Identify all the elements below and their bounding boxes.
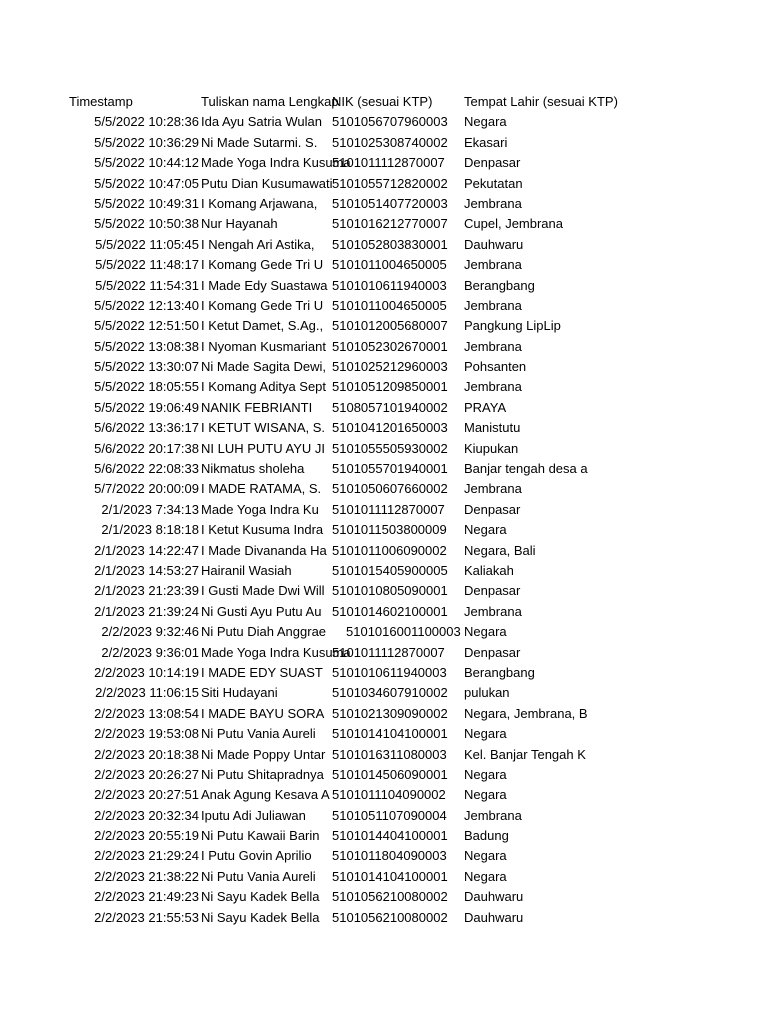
birthplace-cell: Denpasar [464,583,521,599]
nik-cell: 5101011006090002 [332,542,447,558]
spreadsheet-table [0,92,768,928]
timestamp-cell: 2/2/2023 21:49:23 [94,889,199,905]
nik-cell: 5101015405900005 [332,562,448,578]
nik-cell: 5108057101940002 [332,399,448,415]
birthplace-cell: PRAYA [464,399,507,415]
timestamp-cell: 2/1/2023 14:53:27 [94,562,199,578]
nik-cell: 5101011112870007 [332,644,445,660]
header-nik: NIK (sesuai KTP) [332,94,433,109]
nik-cell: 5101014404100001 [332,828,448,844]
nik-cell: 5101025212960003 [332,359,448,375]
nik-cell: 5101055701940001 [332,461,448,477]
timestamp-cell: 5/5/2022 10:49:31 [94,195,199,211]
timestamp-cell: 5/5/2022 12:13:40 [94,297,199,313]
nik-cell: 5101055712820002 [332,175,448,191]
birthplace-cell: Negara, Bali [464,542,536,558]
nik-cell: 5101051209850001 [332,379,448,395]
table-row [0,357,768,377]
table-row [0,806,768,826]
name-cell: Siti Hudayani [201,685,278,701]
nik-cell: 5101051407720003 [332,195,448,211]
timestamp-cell: 5/6/2022 13:36:17 [94,420,199,436]
name-cell: I Ketut Kusuma Indra [201,522,324,538]
timestamp-cell: 5/5/2022 13:30:07 [94,359,199,375]
timestamp-cell: 5/5/2022 11:54:31 [95,277,199,293]
nik-cell: 5101056707960003 [332,114,448,130]
birthplace-cell: Jembrana [464,379,522,395]
timestamp-cell: 5/5/2022 10:44:12 [94,155,199,171]
nik-cell: 5101010805090001 [332,583,448,599]
table-body [0,112,768,928]
timestamp-cell: 2/1/2023 7:34:13 [101,501,199,517]
table-row [0,683,768,703]
birthplace-cell: Jembrana [464,257,522,273]
table-row [0,887,768,907]
timestamp-cell: 2/2/2023 10:14:19 [94,664,199,680]
birthplace-cell: Jembrana [464,297,522,313]
header-birthplace: Tempat Lahir (sesuai KTP) [464,94,618,109]
table-row [0,337,768,357]
nik-cell: 5101016311080003 [332,746,447,762]
table-row [0,296,768,316]
birthplace-cell: Dauhwaru [464,889,524,905]
timestamp-cell: 2/2/2023 9:36:01 [101,644,199,660]
birthplace-cell: Kel. Banjar Tengah K [464,746,586,762]
birthplace-cell: Jembrana [464,338,522,354]
name-cell: I MADE EDY SUAST [201,664,323,680]
table-row [0,561,768,581]
name-cell: Ni Putu Vania Aureli [201,868,316,884]
birthplace-cell: Pekutatan [464,175,523,191]
birthplace-cell: Jembrana [464,603,522,619]
nik-cell: 5101014104100001 [332,868,448,884]
name-cell: I Komang Gede Tri U [201,297,324,313]
nik-cell: 5101010611940003 [332,277,447,293]
timestamp-cell: 2/2/2023 11:06:15 [95,685,199,701]
birthplace-cell: Dauhwaru [464,236,524,252]
table-row [0,459,768,479]
nik-cell: 5101021309090002 [332,705,448,721]
table-row [0,133,768,153]
name-cell: Ni Made Poppy Untar [201,746,326,762]
name-cell: Nikmatus sholeha [201,461,305,477]
table-row [0,643,768,663]
nik-cell: 5101016001100003 [346,624,461,640]
nik-cell: 5101052803830001 [332,236,448,252]
birthplace-cell: Negara [464,766,507,782]
timestamp-cell: 2/1/2023 21:39:24 [94,603,199,619]
name-cell: I MADE RATAMA, S. [201,481,322,497]
timestamp-cell: 2/2/2023 20:27:51 [94,787,199,803]
nik-cell: 5101012005680007 [332,318,448,334]
table-row [0,826,768,846]
name-cell: Ni Putu Diah Anggrae [201,624,327,640]
birthplace-cell: Kiupukan [464,440,519,456]
birthplace-cell: Negara [464,848,507,864]
timestamp-cell: 2/1/2023 21:23:39 [94,583,199,599]
name-cell: I Putu Govin Aprilio [201,848,312,864]
name-cell: Hairanil Wasiah [201,562,292,578]
table-row [0,867,768,887]
nik-cell: 5101056210080002 [332,889,448,905]
timestamp-cell: 5/5/2022 12:51:50 [94,318,199,334]
birthplace-cell: Denpasar [464,155,521,171]
name-cell: I Nengah Ari Astika, [201,236,315,252]
timestamp-cell: 2/2/2023 20:18:38 [94,746,199,762]
table-row [0,276,768,296]
nik-cell: 5101055505930002 [332,440,448,456]
timestamp-cell: 5/7/2022 20:00:09 [94,481,199,497]
name-cell: NANIK FEBRIANTI [201,399,313,415]
nik-cell: 5101051107090004 [332,807,447,823]
table-row [0,541,768,561]
birthplace-cell: Negara, Jembrana, B [464,705,588,721]
table-row [0,765,768,785]
table-row [0,377,768,397]
name-cell: I Komang Arjawana, [201,195,318,211]
birthplace-cell: Manistutu [464,420,521,436]
timestamp-cell: 5/5/2022 13:08:38 [94,338,199,354]
name-cell: I MADE BAYU SORA [201,705,325,721]
birthplace-cell: Denpasar [464,644,521,660]
birthplace-cell: Ekasari [464,134,508,150]
nik-cell: 5101014104100001 [332,726,448,742]
birthplace-cell: Negara [464,624,507,640]
birthplace-cell: Negara [464,522,507,538]
nik-cell: 5101016212770007 [332,216,448,232]
name-cell: I Nyoman Kusmariant [201,338,326,354]
name-cell: Iputu Adi Juliawan [201,807,306,823]
timestamp-cell: 2/2/2023 21:29:24 [94,848,199,864]
timestamp-cell: 5/5/2022 10:50:38 [94,216,199,232]
table-row [0,520,768,540]
timestamp-cell: 2/2/2023 20:26:27 [94,766,199,782]
timestamp-cell: 5/5/2022 11:05:45 [95,236,199,252]
birthplace-cell: Pohsanten [464,359,527,375]
name-cell: I Komang Aditya Sept [201,379,327,395]
birthplace-cell: Kaliakah [464,562,514,578]
table-row [0,214,768,234]
birthplace-cell: Jembrana [464,195,522,211]
table-row [0,194,768,214]
nik-cell: 5101052302670001 [332,338,448,354]
timestamp-cell: 2/2/2023 20:32:34 [94,807,199,823]
nik-cell: 5101011004650005 [332,257,447,273]
table-row [0,602,768,622]
name-cell: Ida Ayu Satria Wulan [201,114,322,130]
table-row [0,479,768,499]
header-timestamp: Timestamp [69,94,133,109]
birthplace-cell: Negara [464,114,507,130]
timestamp-cell: 5/5/2022 10:36:29 [94,134,199,150]
name-cell: Ni Gusti Ayu Putu Au [201,603,322,619]
birthplace-cell: Negara [464,726,507,742]
nik-cell: 5101011104090002 [332,787,446,803]
timestamp-cell: 5/6/2022 20:17:38 [94,440,199,456]
name-cell: Ni Made Sutarmi. S. [201,134,318,150]
nik-cell: 5101056210080002 [332,909,448,925]
table-row [0,908,768,928]
table-row [0,500,768,520]
birthplace-cell: Badung [464,828,509,844]
birthplace-cell: Cupel, Jembrana [464,216,563,232]
table-row [0,255,768,275]
table-row [0,622,768,642]
name-cell: Made Yoga Indra Kusuma [201,155,351,171]
name-cell: Ni Sayu Kadek Bella [201,909,320,925]
birthplace-cell: Dauhwaru [464,909,524,925]
table-row [0,398,768,418]
nik-cell: 5101041201650003 [332,420,448,436]
header-name: Tuliskan nama Lengkap [201,94,339,109]
name-cell: Ni Sayu Kadek Bella [201,889,320,905]
table-row [0,418,768,438]
nik-cell: 5101025308740002 [332,134,448,150]
table-row [0,581,768,601]
timestamp-cell: 2/2/2023 20:55:19 [94,828,199,844]
timestamp-cell: 5/6/2022 22:08:33 [94,461,199,477]
timestamp-cell: 2/1/2023 8:18:18 [101,522,199,538]
name-cell: Made Yoga Indra Ku [201,501,319,517]
birthplace-cell: Pangkung LipLip [464,318,561,334]
timestamp-cell: 5/5/2022 18:05:55 [94,379,199,395]
name-cell: I Gusti Made Dwi Will [201,583,325,599]
birthplace-cell: Jembrana [464,481,522,497]
nik-cell: 5101014602100001 [332,603,448,619]
name-cell: Ni Putu Vania Aureli [201,726,316,742]
name-cell: Ni Putu Kawaii Barin [201,828,320,844]
name-cell: I Made Divananda Ha [201,542,327,558]
table-row [0,439,768,459]
timestamp-cell: 2/2/2023 13:08:54 [94,705,199,721]
nik-cell: 5101034607910002 [332,685,448,701]
nik-cell: 5101014506090001 [332,766,448,782]
nik-cell: 5101010611940003 [332,664,447,680]
name-cell: Nur Hayanah [201,216,278,232]
birthplace-cell: Negara [464,868,507,884]
nik-cell: 5101011804090003 [332,848,447,864]
timestamp-cell: 2/2/2023 21:55:53 [94,909,199,925]
name-cell: Anak Agung Kesava A [201,787,330,803]
header-row [0,92,768,112]
table-row [0,235,768,255]
birthplace-cell: Banjar tengah desa a [464,461,588,477]
birthplace-cell: Berangbang [464,664,535,680]
timestamp-cell: 5/5/2022 10:28:36 [94,114,199,130]
name-cell: Made Yoga Indra Kusuma [201,644,351,660]
nik-cell: 5101050607660002 [332,481,448,497]
name-cell: I Komang Gede Tri U [201,257,324,273]
table-row [0,704,768,724]
name-cell: I Ketut Damet, S.Ag., [201,318,324,334]
birthplace-cell: pulukan [464,685,510,701]
birthplace-cell: Jembrana [464,807,522,823]
nik-cell: 5101011112870007 [332,501,445,517]
timestamp-cell: 2/2/2023 21:38:22 [94,868,199,884]
table-row [0,153,768,173]
timestamp-cell: 2/1/2023 14:22:47 [94,542,199,558]
birthplace-cell: Negara [464,787,507,803]
table-row [0,846,768,866]
name-cell: NI LUH PUTU AYU JI [201,440,326,456]
nik-cell: 5101011503800009 [332,522,447,538]
name-cell: I Made Edy Suastawa [201,277,328,293]
name-cell: I KETUT WISANA, S. [201,420,326,436]
table-row [0,785,768,805]
table-row [0,745,768,765]
nik-cell: 5101011004650005 [332,297,447,313]
nik-cell: 5101011112870007 [332,155,445,171]
table-row [0,112,768,132]
birthplace-cell: Berangbang [464,277,535,293]
timestamp-cell: 5/5/2022 19:06:49 [94,399,199,415]
timestamp-cell: 2/2/2023 9:32:46 [101,624,199,640]
timestamp-cell: 2/2/2023 19:53:08 [94,726,199,742]
table-row [0,663,768,683]
table-row [0,316,768,336]
timestamp-cell: 5/5/2022 10:47:05 [94,175,199,191]
table-row [0,724,768,744]
name-cell: Ni Made Sagita Dewi, [201,359,326,375]
name-cell: Putu Dian Kusumawati [201,175,333,191]
timestamp-cell: 5/5/2022 11:48:17 [95,257,199,273]
table-row [0,174,768,194]
birthplace-cell: Denpasar [464,501,521,517]
name-cell: Ni Putu Shitapradnya [201,766,324,782]
